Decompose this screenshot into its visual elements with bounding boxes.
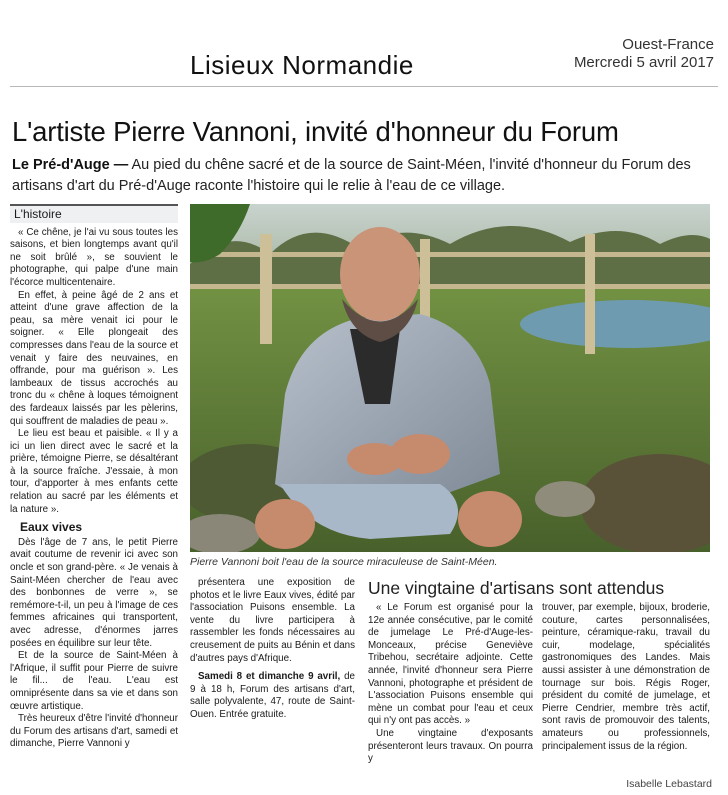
- subheading-artisans: Une vingtaine d'artisans sont attendus: [368, 578, 665, 598]
- lead-text: Au pied du chêne sacré et de la source de Saint-Méen, l'invité d'honneur du Forum des artisans d'art du Pré-d'Auge raconte l'histoire qui le relie à l'eau de ce village.: [12, 157, 691, 194]
- lead-place: Le Pré-d'Auge —: [12, 157, 129, 173]
- article-column-1: [10, 204, 178, 751]
- publication-date: Mercredi 5 avril 2017: [573, 54, 714, 71]
- event-details: de 9 à 18 h, Forum des artisans d'art, salle polyvalente, 47, route de Saint-Ouen. Entrée gratuite.: [190, 671, 355, 720]
- article-lead: [12, 155, 712, 197]
- article-column-3: [368, 602, 533, 766]
- sidebar-tag: L'histoire: [10, 204, 178, 223]
- paragraph: présentera une exposition de photos et le livre Eaux vives, édité par l'association Puisons ensemble. La vente du livre participera à rassembler les fonds nécessaires au creusement de puits au Bénin et dans d'autres pays d'Afrique.: [190, 577, 356, 664]
- photo-illustration: [190, 204, 710, 552]
- paragraph: Et de la source de Saint-Méen à l'Afrique, il suffit pour Pierre de suivre le fil... de l'eau. L'eau est omniprésente dans sa vie et dans son œuvre artistique.: [10, 650, 178, 712]
- paragraph: Dès l'âge de 7 ans, le petit Pierre avait coutume de revenir ici avec son oncle et son grand-père. « Je venais à Saint-Méen chercher de l'eau avec des bonbonnes de verre », se remémore-t-il, un peu à l'image de ces femmes africaines qui transportent, avec adresse, d'énormes jarres posées en équilibre sur leur tête.: [10, 536, 178, 649]
- photo-caption: Pierre Vannoni boit l'eau de la source miraculeuse de Saint-Méen.: [190, 556, 498, 568]
- paragraph: [190, 671, 355, 721]
- article-column-4: [542, 602, 710, 753]
- author-credit: Isabelle Lebastard: [626, 778, 712, 790]
- paragraph: « Le Forum est organisé pour la 12e année consécutive, par le comité de jumelage Le Pré-d'Auge-les-Monceaux, précise Geneviève Tribehou, secrétaire adjointe. Cette année, l'invité d'honneur sera Pierre Vannoni, photographe et président de L'association Puisons ensemble qui mène un combat pour l'eau et ceux qui n'y ont pas accès. »: [368, 602, 533, 727]
- newspaper-info: [574, 36, 714, 72]
- section-title: Lisieux Normandie: [190, 50, 414, 80]
- article-photo: [190, 204, 710, 552]
- article-column-2: [190, 577, 355, 722]
- event-dates: Samedi 8 et dimanche 9 avril,: [198, 671, 341, 683]
- paragraph: En effet, à peine âgé de 2 ans et atteint d'une grave affection de la peau, sa mère venait ici pour le soigner. « Elle plongeait des compresses dans l'eau de la source et venait y faire des neuvaines, en offrande, pour ma guérison ». Les lambeaux de tissus accrochés au tronc du « chêne à loques témoignent des fardeaux laissés par les pèlerins, qui souffrent de maladies de peau ».: [10, 289, 178, 427]
- newspaper-name: Ouest-France: [622, 36, 714, 53]
- subheading-eaux-vives: Eaux vives: [20, 520, 83, 535]
- paragraph: Une vingtaine d'exposants présenteront leurs travaux. On pourra y: [368, 727, 533, 765]
- paragraph: Le lieu est beau et paisible. « Il y a ici un lien direct avec le sacré et la prière, témoigne Pierre, se désaltérant à la source fraîche. J'essaie, à mon tour, d'apporter à mes enfants cette relation au sacré par les éléments et la nature ».: [10, 428, 178, 515]
- paragraph: trouver, par exemple, bijoux, broderie, couture, cartes personnalisées, peinture, céramique-raku, travail du cuir, modelage, spécialités gastronomiques des Landes. Mais aussi assister à une démonstration de tournage sur bois. Régis Roger, président du comité de jumelage, et Pierre Cendrier, membre très actif, sont ravis de promouvoir des talents, amateurs ou professionnels, principalement issus de la région.: [542, 602, 710, 752]
- paragraph: Très heureux d'être l'invité d'honneur du Forum des artisans d'art, samedi et dimanche, Pierre Vannoni y: [10, 713, 178, 750]
- paragraph: « Ce chêne, je l'ai vu sous toutes les saisons, et bien longtemps avant qu'il ne soit brûlé », se souvient le photographe, qui palpe d'une main l'écorce multicentenaire.: [10, 226, 178, 288]
- article-headline: L'artiste Pierre Vannoni, invité d'honneur du Forum: [12, 116, 619, 147]
- header-divider: [10, 86, 718, 87]
